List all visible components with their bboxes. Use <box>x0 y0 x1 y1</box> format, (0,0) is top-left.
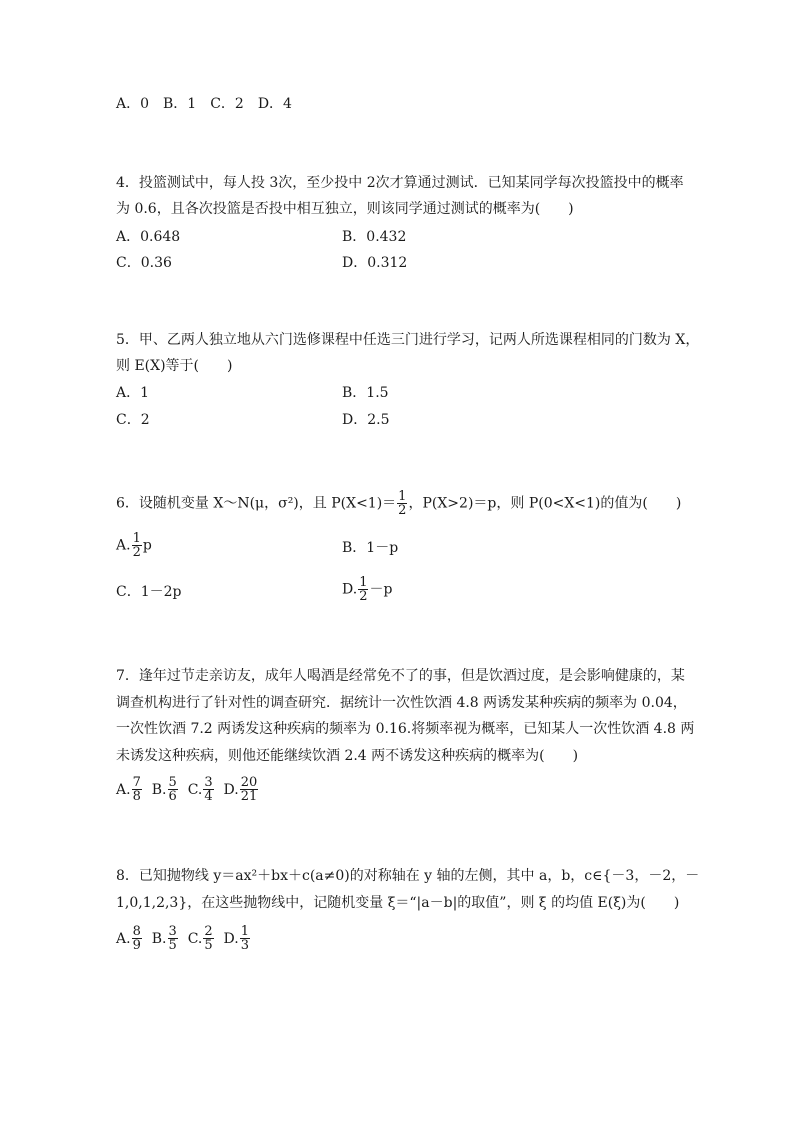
q6-stem <box>116 490 681 517</box>
option-fraction <box>168 776 178 803</box>
option-fraction <box>132 925 142 952</box>
q5-option-a: A．1 <box>116 385 150 401</box>
fraction-denominator: 6 <box>168 789 177 804</box>
q6-option-b: B．1－p <box>342 540 399 556</box>
option-label: D. <box>342 581 358 598</box>
q7-stem-line3: 一次性饮酒 7.2 两诱发这种疾病的频率为 0.16.将频率视为概率，已知某人一次性饮酒 4.8 两 <box>116 721 695 737</box>
option-fraction <box>132 532 142 559</box>
option-label: D. <box>223 781 239 798</box>
q7-stem-line2: 调查机构进行了针对性的调查研究．据统计一次性饮酒 4.8 两诱发某种疾病的频率为 0.04， <box>116 695 687 711</box>
fraction-numerator: 20 <box>240 775 258 790</box>
option-label: A. <box>116 781 131 798</box>
fraction-denominator: 4 <box>204 789 213 804</box>
fraction-numerator: 7 <box>132 775 141 790</box>
fraction-numerator: 3 <box>168 924 177 939</box>
q4-stem-line2: 为 0.6，且各次投篮是否投中相互独立，则该同学通过测试的概率为( ) <box>116 201 574 217</box>
option-fraction <box>240 776 259 803</box>
option-fraction <box>168 925 178 952</box>
fraction-numerator: 1 <box>240 924 250 939</box>
q3-options: A．0 B．1 C．2 D．4 <box>116 96 292 112</box>
q7-options <box>116 776 259 803</box>
option-label: B. <box>151 781 167 798</box>
q8-option-b <box>151 924 179 953</box>
q6-option-c: C．1－2p <box>116 584 182 600</box>
option-fraction <box>132 776 142 803</box>
q4-option-c: C．0.36 <box>116 255 172 271</box>
q6-stem-part-a: 6．设随机变量 X～N(μ，σ²)，且 P(X<1)＝ <box>116 495 397 512</box>
fraction-denominator: 21 <box>240 789 258 804</box>
fraction-denominator: 5 <box>204 938 213 953</box>
option-label: D. <box>223 930 239 947</box>
q5-option-c: C．2 <box>116 412 150 428</box>
q7-stem-line4: 未诱发这种疾病，则他还能继续饮酒 2.4 两不诱发这种疾病的概率为( ) <box>116 748 579 764</box>
option-fraction <box>203 925 213 952</box>
q4-option-d: D．0.312 <box>342 255 408 271</box>
q8-option-d <box>223 924 251 953</box>
q5-option-d: D．2.5 <box>342 412 390 428</box>
q7-option-b <box>151 775 179 804</box>
option-suffix: p <box>142 537 152 554</box>
fraction-numerator: 2 <box>204 924 213 939</box>
q5-stem-line1: 5．甲、乙两人独立地从六门选修课程中任选三门进行学习，记两人所选课程相同的门数为 X， <box>116 332 700 348</box>
q5-stem-line2: 则 E(X)等于( ) <box>116 358 233 374</box>
q8-option-c <box>187 924 215 953</box>
fraction-denominator: 3 <box>240 938 250 953</box>
fraction-denominator: 9 <box>132 938 141 953</box>
fraction-denominator: 2 <box>398 503 407 518</box>
q6-option-a <box>116 532 152 559</box>
fraction-denominator: 8 <box>132 789 141 804</box>
fraction-numerator: 1 <box>132 531 141 546</box>
q7-stem-line1: 7．逢年过节走亲访友，成年人喝酒是经常免不了的事，但是饮酒过度，是会影响健康的，某 <box>116 668 685 684</box>
q4-option-b: B．0.432 <box>342 229 407 245</box>
option-fraction <box>240 925 250 952</box>
option-fraction <box>358 576 368 603</box>
q8-options <box>116 925 251 952</box>
q4-stem-line1: 4．投篮测试中，每人投 3次，至少投中 2次才算通过测试．已知某同学每次投篮投中的概率 <box>116 175 684 191</box>
option-label: C. <box>187 930 203 947</box>
fraction-numerator: 8 <box>132 924 141 939</box>
option-suffix: －p <box>369 581 393 598</box>
q7-option-d <box>223 775 260 804</box>
fraction-denominator: 5 <box>168 938 177 953</box>
option-label: C. <box>187 781 203 798</box>
option-label: A. <box>116 537 131 554</box>
q5-option-b: B．1.5 <box>342 385 389 401</box>
option-label: B. <box>151 930 167 947</box>
q6-stem-part-b: ，P(X>2)＝p，则 P(0<X<1)的值为( ) <box>408 495 682 512</box>
option-label: A. <box>116 930 131 947</box>
fraction-numerator: 1 <box>398 489 407 504</box>
q8-stem-line1: 8．已知抛物线 y＝ax²＋bx＋c(a≠0)的对称轴在 y 轴的左侧，其中 a，b，c∈{－3，－2，－ <box>116 868 700 884</box>
option-fraction <box>203 776 213 803</box>
q4-option-a: A．0.648 <box>116 229 181 245</box>
q6-option-d <box>342 576 392 603</box>
q8-option-a <box>116 924 143 953</box>
fraction-denominator: 2 <box>132 545 141 560</box>
q7-option-c <box>187 775 215 804</box>
q7-option-a <box>116 775 143 804</box>
fraction-numerator: 3 <box>204 775 213 790</box>
fraction-numerator: 1 <box>359 575 368 590</box>
q6-stem-fraction <box>397 490 407 517</box>
fraction-denominator: 2 <box>359 589 368 604</box>
fraction-numerator: 5 <box>168 775 177 790</box>
q8-stem-line2: 1,0,1,2,3}，在这些抛物线中，记随机变量 ξ＝“|a－b|的取值”，则 ξ 的均值 E(ξ)为( ) <box>116 895 680 911</box>
